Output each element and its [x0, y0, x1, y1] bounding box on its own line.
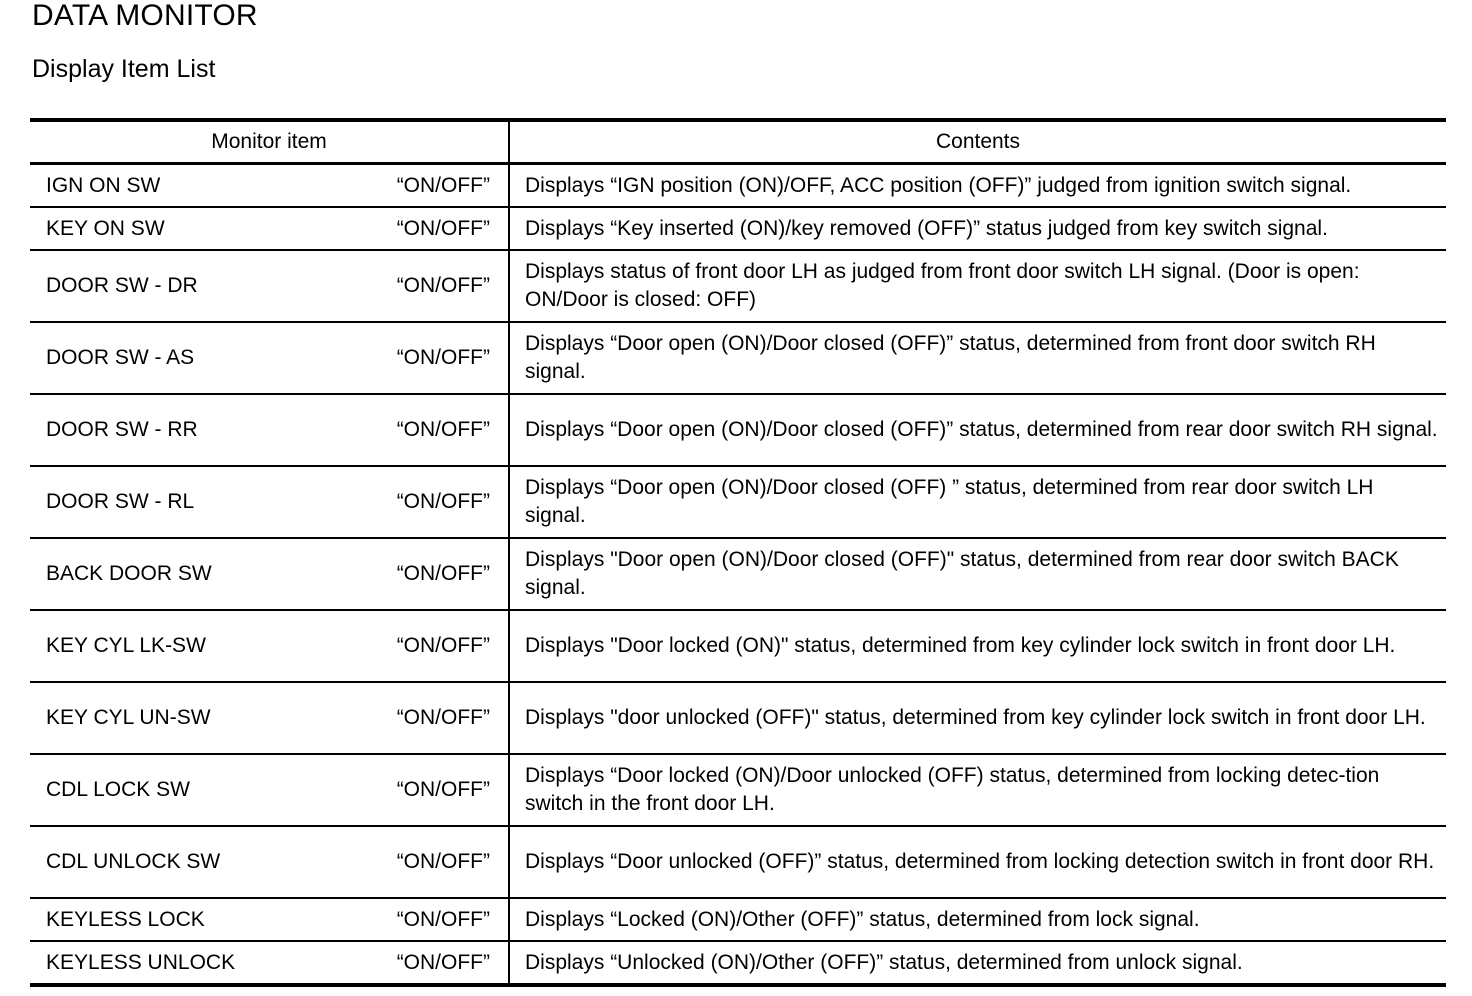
monitor-item-name: KEY CYL UN-SW: [46, 706, 211, 729]
table-row: [30, 826, 1446, 898]
monitor-item-cell: [30, 682, 509, 754]
contents-cell: Displays "Door open (ON)/Door closed (OFF)" status, determined from rear door switch BACK signal.: [509, 538, 1446, 610]
contents-cell: Displays “Unlocked (ON)/Other (OFF)” status, determined from unlock signal.: [525, 950, 1243, 974]
monitor-item-cell: [30, 610, 509, 682]
monitor-item-name: CDL UNLOCK SW: [46, 850, 221, 873]
monitor-item-value: “ON/OFF”: [396, 274, 490, 297]
contents-cell: Displays “IGN position (ON)/OFF, ACC position (OFF)” judged from ignition switch signal.: [509, 164, 1446, 208]
contents-cell: Displays “Locked (ON)/Other (OFF)” status, determined from lock signal.: [509, 898, 1446, 941]
monitor-item-cell: [30, 826, 509, 898]
table-row: [30, 898, 1446, 941]
monitor-item-value: “ON/OFF”: [396, 418, 490, 441]
monitor-item-value: “ON/OFF”: [396, 778, 490, 801]
display-item-table: [30, 118, 1446, 987]
monitor-item-cell: [30, 466, 509, 538]
monitor-item-name: DOOR SW - DR: [46, 274, 198, 297]
contents-cell: Displays “Door open (ON)/Door closed (OFF) ” status, determined from rear door switch LH signal.: [509, 466, 1446, 538]
monitor-item-cell: [30, 538, 509, 610]
monitor-item-name: DOOR SW - AS: [46, 346, 195, 369]
monitor-item-name: BACK DOOR SW: [46, 562, 212, 585]
table-row: [30, 322, 1446, 394]
table-row: [30, 754, 1446, 826]
monitor-item-cell: [30, 250, 509, 322]
table-row: [30, 466, 1446, 538]
monitor-item-value: “ON/OFF”: [396, 562, 490, 585]
monitor-item-name: KEYLESS LOCK: [46, 907, 205, 931]
monitor-item-name: CDL LOCK SW: [46, 778, 190, 801]
monitor-item-value: “ON/OFF”: [396, 346, 490, 369]
contents-cell: Displays “Door open (ON)/Door closed (OFF)” status, determined from front door switch RH signal.: [509, 322, 1446, 394]
monitor-item-name: KEY ON SW: [46, 216, 165, 240]
monitor-item-value: “ON/OFF”: [396, 907, 490, 931]
monitor-item-value: “ON/OFF”: [396, 490, 490, 513]
table-row: [30, 538, 1446, 610]
monitor-item-cell: [30, 754, 509, 826]
monitor-item-cell: [30, 941, 509, 985]
monitor-item-value: “ON/OFF”: [396, 173, 490, 197]
table-row: [30, 164, 1446, 208]
monitor-item-value: “ON/OFF”: [396, 216, 490, 240]
monitor-item-cell: [30, 322, 509, 394]
monitor-item-value: “ON/OFF”: [396, 634, 490, 657]
contents-cell: Displays status of front door LH as judged from front door switch LH signal. (Door is open: ON/Door is closed: OFF): [509, 250, 1446, 322]
section-title: Display Item List: [32, 55, 216, 83]
monitor-item-name: KEYLESS UNLOCK: [46, 950, 236, 974]
table-row: [30, 207, 1446, 250]
contents-cell: Displays "Door locked (ON)" status, determined from key cylinder lock switch in front door LH.: [509, 610, 1446, 682]
table-header-row: [30, 120, 1446, 164]
page-title: DATA MONITOR: [32, 0, 258, 32]
monitor-item-value: “ON/OFF”: [396, 950, 490, 974]
contents-cell: Displays "door unlocked (OFF)" status, determined from key cylinder lock switch in front door LH.: [509, 682, 1446, 754]
table-row: [30, 941, 1446, 985]
table-row: [30, 250, 1446, 322]
contents-cell: Displays “Door open (ON)/Door closed (OFF)” status, determined from rear door switch RH signal.: [509, 394, 1446, 466]
table-row: [30, 682, 1446, 754]
contents-cell: Displays “Key inserted (ON)/key removed (OFF)” status judged from key switch signal.: [509, 207, 1446, 250]
contents-cell: Displays “Door locked (ON)/Door unlocked (OFF) status, determined from locking detec-tion switch in the front door LH.: [509, 754, 1446, 826]
table-row: [30, 610, 1446, 682]
monitor-item-cell: [30, 394, 509, 466]
monitor-item-name: KEY CYL LK-SW: [46, 634, 206, 657]
monitor-item-value: “ON/OFF”: [396, 850, 490, 873]
column-header-contents: Contents: [509, 120, 1446, 164]
monitor-item-cell: [30, 207, 509, 250]
monitor-item-cell: [30, 898, 509, 941]
column-header-monitor-item: Monitor item: [30, 120, 509, 164]
table-row: [30, 394, 1446, 466]
monitor-item-name: DOOR SW - RL: [46, 490, 195, 513]
monitor-item-name: DOOR SW - RR: [46, 418, 198, 441]
contents-cell: Displays “Door unlocked (OFF)” status, determined from locking detection switch in front door RH.: [509, 826, 1446, 898]
monitor-item-name: IGN ON SW: [46, 173, 161, 197]
monitor-item-value: “ON/OFF”: [396, 706, 490, 729]
monitor-item-cell: [30, 164, 509, 208]
